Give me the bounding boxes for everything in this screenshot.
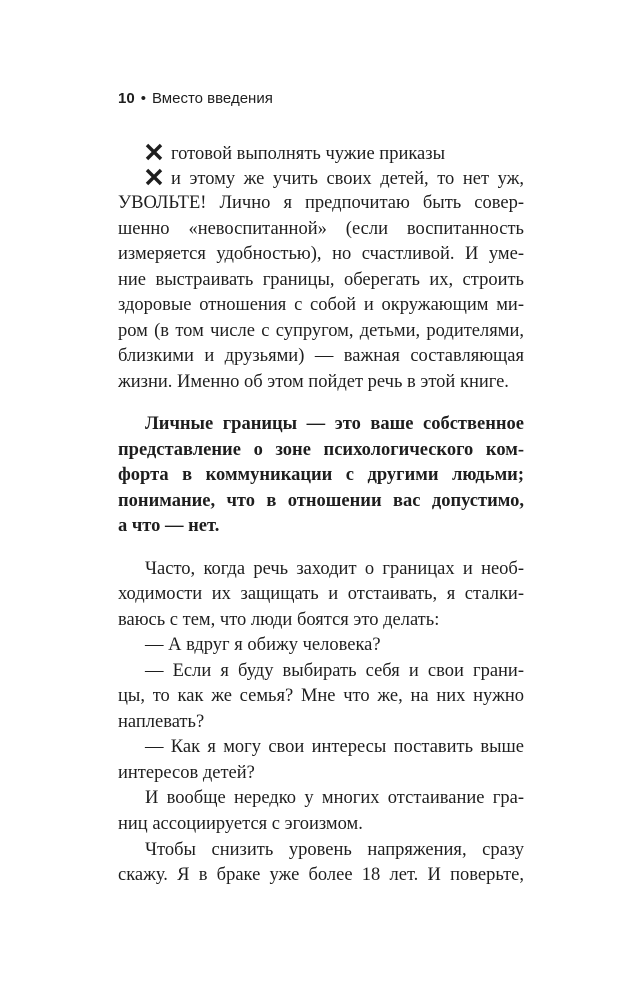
definition-line: понимание, что в отношении вас допустимо, — [118, 491, 524, 511]
paragraph-line: скажу. Я в браке уже более 18 лет. И поверьте, — [118, 865, 524, 885]
paragraph-line: ниц ассоциируется с эгоизмом. — [118, 814, 363, 834]
paragraph-line: близкими и друзьями) — важная составляющая — [118, 346, 524, 366]
paragraph-line: Часто, когда речь заходит о границах и необ- — [145, 559, 524, 579]
section-title: Вместо введения — [151, 90, 273, 107]
list-item — [145, 141, 524, 166]
paragraph-line: жизни. Именно об этом пойдет речь в этой книге. — [118, 372, 509, 392]
paragraph-line: ром (в том числе с супругом, детьми, родителями, — [118, 321, 524, 341]
dialogue-line: — А вдруг я обижу человека? — [145, 635, 381, 655]
list-item-text: и этому же учить своих детей, то нет уж, — [171, 169, 524, 189]
running-head — [118, 89, 273, 109]
dialogue-line: интересов детей? — [118, 763, 255, 783]
paragraph-line: И вообще нередко у многих отстаивание гра- — [145, 788, 524, 808]
list-item-text: готовой выполнять чужие приказы — [171, 144, 446, 164]
dialogue-line: наплевать? — [118, 712, 205, 732]
cross-icon — [145, 143, 163, 161]
paragraph-line: ваюсь с тем, что люди боятся это делать: — [118, 610, 440, 630]
cross-icon — [145, 168, 163, 186]
dialogue-line: — Если я буду выбирать себя и свои грани- — [145, 661, 524, 681]
paragraph-line: ходимости их защищать и отстаивать, я сталки- — [118, 584, 524, 604]
definition-line: представление о зоне психологического ком- — [118, 440, 524, 460]
paragraph-line: Чтобы снизить уровень напряжения, сразу — [145, 840, 524, 860]
paragraph-line: здоровые отношения с собой и окружающим ми- — [118, 295, 524, 315]
paragraph-line: измеряется удобностью), но счастливой. И уме- — [118, 244, 524, 264]
definition-line: форта в коммуникации с другими людьми; — [118, 465, 524, 485]
definition-line: Личные границы — это ваше собственное — [145, 414, 524, 434]
paragraph-line: УВОЛЬТЕ! Лично я предпочитаю быть совер- — [118, 193, 524, 213]
page-number: 10 — [118, 90, 135, 107]
paragraph-line: шенно «невоспитанной» (если воспитанность — [118, 219, 524, 239]
dialogue-line: — Как я могу свои интересы поставить выше — [145, 737, 524, 757]
running-head-separator: • — [140, 90, 146, 107]
paragraph-line: ние выстраивать границы, оберегать их, строить — [118, 270, 524, 290]
dialogue-line: цы, то как же семья? Мне что же, на них нужно — [118, 686, 524, 706]
list-item — [145, 166, 524, 191]
definition-line: а что — нет. — [118, 516, 220, 536]
